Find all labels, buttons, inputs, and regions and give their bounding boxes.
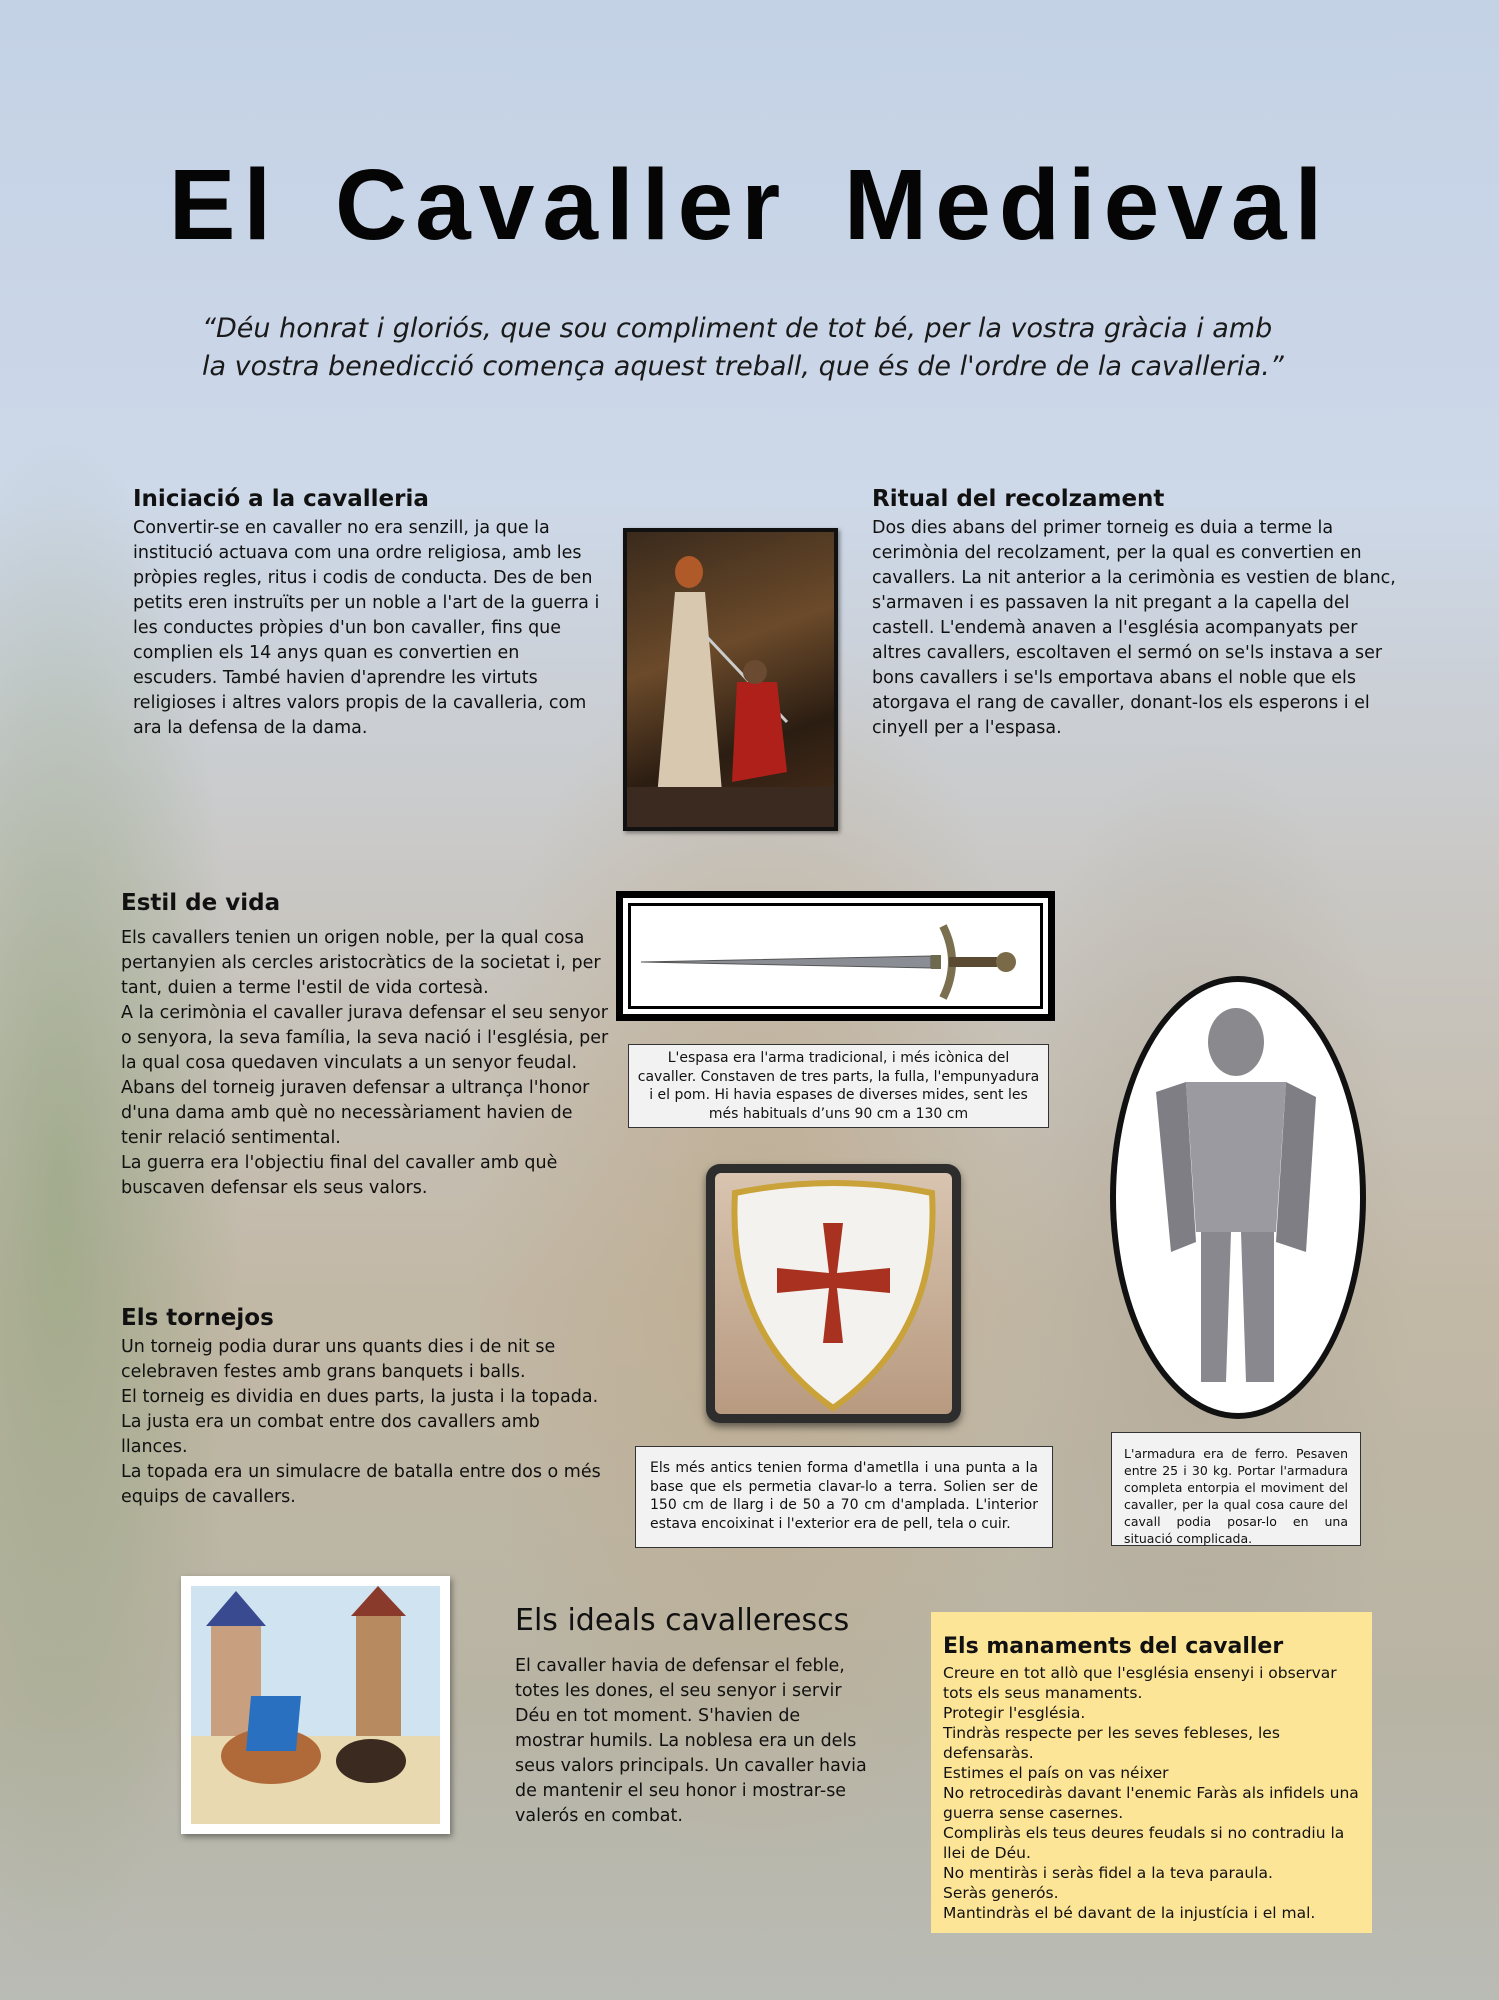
sword-illustration: [631, 906, 1044, 1010]
armor-image: [1110, 976, 1366, 1419]
list-item: Protegir l'església.: [943, 1704, 1086, 1722]
list-item: Compliràs els teus deures feudals si no contradiu la llei de Déu.: [943, 1824, 1345, 1862]
tournament-image: [181, 1576, 450, 1834]
poster-title: El Cavaller Medieval: [168, 149, 1331, 261]
section-body: Dos dies abans del primer torneig es duia a terme la cerimònia del recolzament, per la qual es convertien en cavallers. La nit anterior a la cerimònia es vestien de blanc, s'armaven i es passaven la nit pregant a la capella del castell. L'endemà anaven a l'església acompanyats per altres cavallers, escoltaven el sermó on se'ls instava a ser bons cavallers i se'ls emportava abans el noble que els atorgava el rang de cavaller, donant-los els esperons i el cinyell per a l'espasa.: [872, 518, 1396, 738]
list-item: Mantindràs el bé davant de la injustícia i el mal.: [943, 1904, 1316, 1922]
section-paragraph: Un torneig podia durar uns quants dies i de nit se celebraven festes amb grans banquets i balls.: [121, 1337, 556, 1382]
list-item: Creure en tot allò que l'església ensenyi i observar tots els seus manaments.: [943, 1664, 1337, 1702]
manaments-box: [931, 1612, 1372, 1933]
section-paragraph: Abans del torneig juraven defensar a ultrança l'honor d'una dama amb què no necessàriament havien de tenir relació sentimental.: [121, 1078, 590, 1148]
accolade-painting-illustration: [627, 532, 834, 827]
armor-caption: L'armadura era de ferro. Pesaven entre 25 i 30 kg. Portar l'armadura completa entorpia el moviment del cavaller, per la qual cosa caure del cavall podia posar-lo en una situació complicada.: [1111, 1432, 1361, 1546]
section-paragraph: Els cavallers tenien un origen noble, per la qual cosa pertanyien als cercles aristocràtics de la societat i, per tant, duien a terme l'estil de vida cortesà.: [121, 928, 601, 998]
accolade-painting: [623, 528, 838, 831]
section-ritual: [872, 486, 1402, 741]
section-paragraph: El torneig es dividia en dues parts, la justa i la topada.: [121, 1387, 599, 1407]
list-item: No mentiràs i seràs fidel a la teva paraula.: [943, 1864, 1273, 1882]
section-paragraph: La guerra era l'objectiu final del cavaller amb què buscaven defensar els seus valors.: [121, 1153, 558, 1198]
shield-caption: Els més antics tenien forma d'ametlla i una punta a la base que els permetia clavar-lo a terra. Solien ser de 150 cm de llarg i de 50 a 70 cm d'amplada. L'interior estava encoixinat i l'exterior era de pell, tela o cuir.: [635, 1446, 1053, 1548]
section-tornejos: [121, 1305, 611, 1510]
section-estil: [121, 890, 616, 1201]
section-body: El cavaller havia de defensar el feble, totes les dones, el seu senyor i servir Déu en tot moment. S'havien de mostrar humils. La noblesa era un dels seus valors principals. Un cavaller havia de mantenir el seu honor i mostrar-se valerós en combat.: [515, 1656, 867, 1826]
opening-quote: “Déu honrat i gloriós, que sou compliment de tot bé, per la vostra gràcia i amb la vostra benedicció comença aquest treball, que és de l'ordre de la cavalleria.”: [202, 313, 1284, 382]
section-iniciacio: [133, 486, 603, 741]
section-heading: Ritual del recolzament: [872, 486, 1165, 512]
section-heading: Iniciació a la cavalleria: [133, 486, 429, 512]
section-heading: Els ideals cavallerescs: [515, 1603, 850, 1638]
section-body: Convertir-se en cavaller no era senzill, ja que la institució actuava com una ordre religiosa, amb les pròpies regles, ritus i codis de conducta. Des de ben petits eren instruïts per un noble a l'art de la guerra i les conductes pròpies d'un bon cavaller, fins que complien els 14 anys quan es convertien en escuders. També havien d'aprendre les virtuts religioses i altres valors propis de la cavalleria, com ara la defensa de la dama.: [133, 518, 600, 738]
section-heading: Els tornejos: [121, 1305, 274, 1331]
section-paragraph: La topada era un simulacre de batalla entre dos o més equips de cavallers.: [121, 1462, 601, 1507]
shield-image: [706, 1164, 961, 1423]
list-item: Seràs generós.: [943, 1884, 1059, 1902]
list-item: Tindràs respecte per les seves febleses, les defensaràs.: [943, 1724, 1280, 1762]
list-item: Estimes el país on vas néixer: [943, 1764, 1169, 1782]
shield-illustration: [715, 1173, 952, 1414]
armor-illustration: [1116, 982, 1360, 1413]
manaments-list: [943, 1663, 1360, 1923]
tournament-illustration: [191, 1586, 440, 1824]
section-heading: Els manaments del cavaller: [943, 1634, 1284, 1659]
section-paragraph: La justa era un combat entre dos cavallers amb llances.: [121, 1412, 540, 1457]
section-ideals: [515, 1603, 870, 1829]
sword-caption: L'espasa era l'arma tradicional, i més icònica del cavaller. Constaven de tres parts, la fulla, l'empunyadura i el pom. Hi havia espases de diverses mides, sent les més habituals d’uns 90 cm a 130 cm: [628, 1044, 1049, 1128]
sword-image: [616, 891, 1055, 1021]
list-item: No retrocediràs davant l'enemic Faràs als infidels una guerra sense casernes.: [943, 1784, 1359, 1822]
section-heading: Estil de vida: [121, 890, 281, 916]
section-paragraph: A la cerimònia el cavaller jurava defensar el seu senyor o senyora, la seva família, la seva nació i l'església, per la qual cosa quedaven vinculats a un senyor feudal.: [121, 1003, 609, 1073]
